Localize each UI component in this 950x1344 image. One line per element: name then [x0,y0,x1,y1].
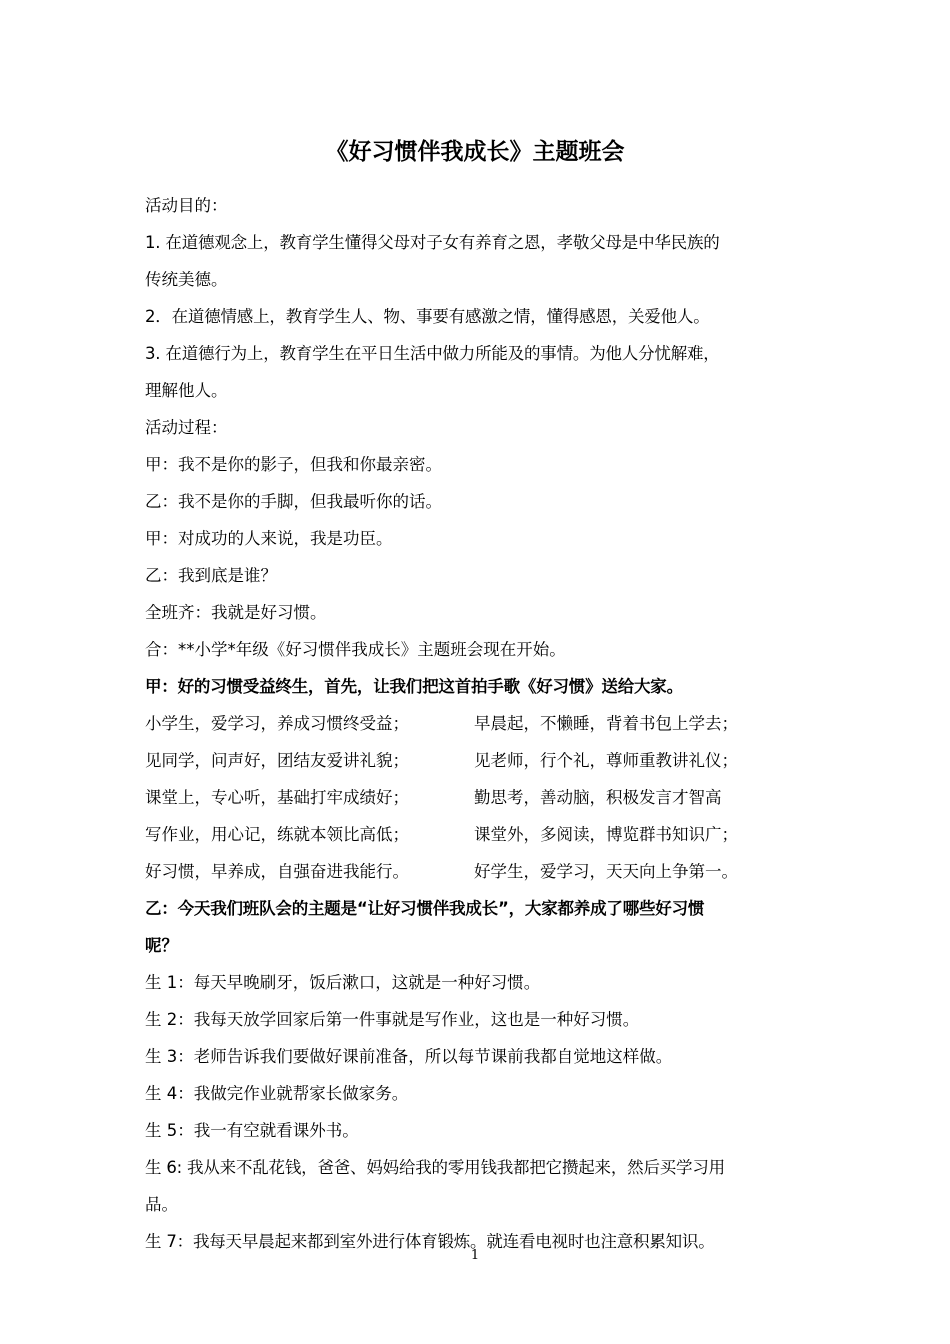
song-verse-right: 勤思考，善动脑，积极发言才智高 [474,788,722,807]
student-line: 生 4：我做完作业就帮家长做家务。 [145,1084,409,1103]
song-row [145,853,815,890]
purpose-line: 1. 在道德观念上，教育学生懂得父母对子女有养育之恩，孝敬父母是中华民族的 [145,233,720,252]
song-row [145,779,815,816]
purpose-heading: 活动目的： [145,196,228,215]
song-row [145,742,815,779]
purpose-line: 2．在道德情感上，教育学生人、物、事要有感激之情，懂得感恩，关爱他人。 [145,307,710,326]
dialogue-line: 全班齐：我就是好习惯。 [145,603,327,622]
song-verse-left: 课堂上，专心听，基础打牢成绩好； [145,788,409,807]
dialogue-line: 合：**小学*年级《好习惯伴我成长》主题班会现在开始。 [145,640,566,659]
student-line: 生 6: 我从来不乱花钱，爸爸、妈妈给我的零用钱我都把它攒起来，然后买学习用 [145,1158,725,1177]
process-heading: 活动过程： [145,418,228,437]
dialogue-line: 甲：对成功的人来说，我是功臣。 [145,529,393,548]
purpose-line: 传统美德。 [145,270,228,289]
song-verse-right: 课堂外，多阅读，博览群书知识广； [474,825,738,844]
song-verse-left: 写作业，用心记，练就本领比高低； [145,825,409,844]
purpose-line: 理解他人。 [145,381,228,400]
dialogue-line: 乙：我不是你的手脚，但我最听你的话。 [145,492,442,511]
purpose-line: 3. 在道德行为上，教育学生在平日生活中做力所能及的事情。为他人分忧解难， [145,344,720,363]
student-line: 生 5：我一有空就看课外书。 [145,1121,359,1140]
student-line: 生 3：老师告诉我们要做好课前准备，所以每节课前我都自觉地这样做。 [145,1047,673,1066]
student-line: 生 7：我每天早晨起来都到室外进行体育锻炼。就连看电视时也注意积累知识。 [145,1232,715,1251]
dialogue-line: 甲：我不是你的影子，但我和你最亲密。 [145,455,442,474]
song-row [145,705,815,742]
question-line: 呢？ [145,936,178,955]
song-verse-right: 见老师，行个礼，尊师重教讲礼仪； [474,751,738,770]
student-line: 品。 [145,1195,178,1214]
song-intro: 甲：好的习惯受益终生，首先，让我们把这首拍手歌《好习惯》送给大家。 [145,677,683,696]
document-body [145,187,815,1260]
song-verse-left: 见同学，问声好，团结友爱讲礼貌； [145,751,409,770]
song-verse-left: 好习惯，早养成，自强奋进我能行。 [145,862,409,881]
song-verse-right: 好学生，爱学习，天天向上争第一。 [474,862,738,881]
page-number: 1 [470,1248,480,1263]
student-line: 生 2：我每天放学回家后第一件事就是写作业，这也是一种好习惯。 [145,1010,640,1029]
song-verse-right: 早晨起，不懒睡，背着书包上学去； [474,714,738,733]
dialogue-line: 乙：我到底是谁？ [145,566,277,585]
song-verse-left: 小学生，爱学习，养成习惯终受益； [145,714,409,733]
song-row [145,816,815,853]
question-line: 乙：今天我们班队会的主题是“让好习惯伴我成长”，大家都养成了哪些好习惯 [145,899,705,918]
page-title: 《好习惯伴我成长》主题班会 [325,139,625,165]
student-line: 生 1：每天早晚刷牙，饭后漱口，这就是一种好习惯。 [145,973,541,992]
